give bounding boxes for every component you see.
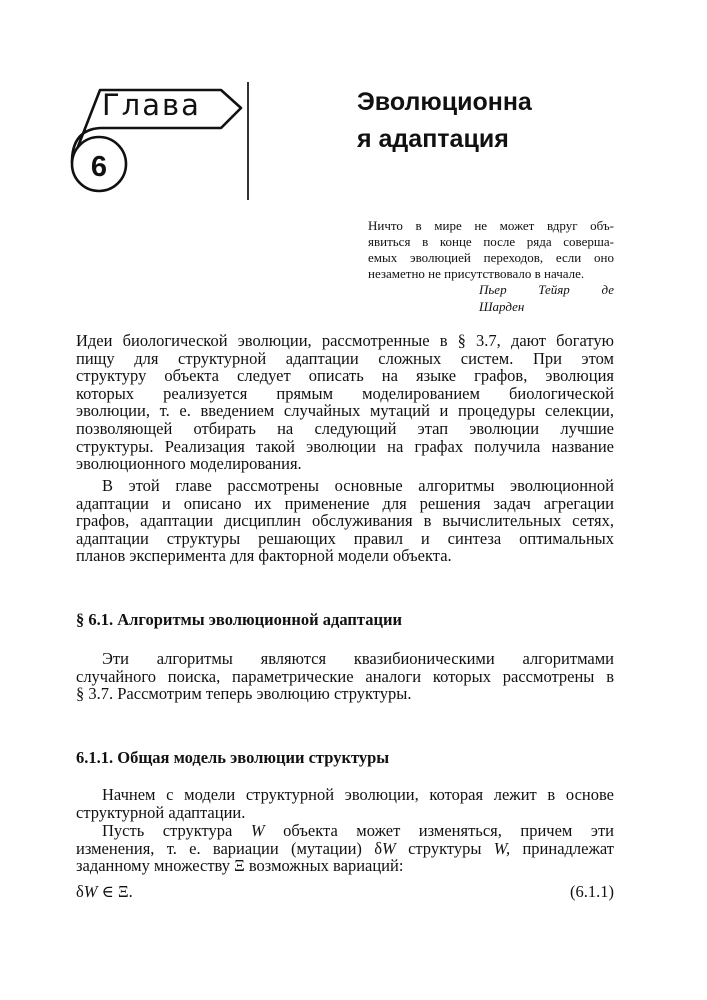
text-line: пищу для структурной адаптации сложных систем. При этом: [76, 348, 614, 368]
text-line: Идеи биологической эволюции, рассмотренные в § 3.7, дают богатую: [76, 331, 614, 350]
epigraph-author: [479, 282, 614, 299]
intro-paragraph-2: [76, 477, 614, 565]
section-heading: § 6.1. Алгоритмы эволюционной адаптации: [76, 610, 402, 629]
chapter-title: [357, 84, 597, 158]
formula-6-1-1: [76, 882, 614, 902]
text-run: Пусть структура: [102, 821, 251, 840]
text-run: принадлежат: [510, 838, 614, 858]
header-divider: [247, 82, 249, 200]
epigraph-line: Ничто в мире не может вдруг объ-: [368, 218, 614, 233]
formula-body: [76, 882, 133, 902]
text-line: заданному множеству Ξ возможных вариаций:: [76, 856, 404, 876]
text-line: адаптации структуры решающих правил и синтеза оптимальных: [76, 528, 614, 548]
author-word: Тейяр: [538, 282, 570, 297]
subsection-heading: 6.1.1. Общая модель эволюции структуры: [76, 748, 390, 767]
epigraph-line: явиться в конце после ряда соверша-: [368, 234, 614, 249]
text-run: структуры: [395, 838, 494, 858]
text-line: эволюции, т. е. введением случайных мутаций и процедуры селекции,: [76, 401, 614, 421]
text-run: изменения, т. е. вариации (мутации) δ: [76, 838, 382, 858]
text-line: структурной адаптации.: [76, 802, 246, 822]
text-line: графов, адаптации дисциплин обслуживания в вычислительных сетях,: [76, 511, 614, 531]
chapter-badge: [66, 78, 246, 208]
variable-w: W: [250, 821, 265, 840]
epigraph: [368, 218, 614, 316]
chapter-title-line: Эволюционна: [357, 88, 532, 116]
section-paragraph: [76, 650, 614, 703]
subsection-paragraph-1: [76, 786, 614, 821]
text-run: объекта может изменяться, причем эти: [264, 821, 614, 840]
text-line: планов эксперимента для факторной модели объекта.: [76, 546, 452, 566]
subsection-paragraph-2: [76, 822, 614, 875]
text-line: § 3.7. Рассмотрим теперь эволюцию структуры.: [76, 684, 412, 704]
text-line: Эти алгоритмы являются квазибионическими алгоритмами: [102, 649, 614, 668]
epigraph-line: емых эволюцией переходов, если оно: [368, 250, 614, 265]
chapter-title-line: я адаптация: [357, 125, 509, 153]
chapter-number: 6: [90, 151, 108, 183]
formula-rest: ∈ Ξ.: [97, 882, 133, 901]
chapter-label: Глава: [102, 88, 201, 122]
text-line: позволяющей отбирать на следующий этап эволюции лучшие: [76, 418, 614, 438]
intro-paragraph-1: [76, 332, 614, 473]
formula-delta: δ: [76, 882, 84, 901]
epigraph-author-surname: Шарден: [479, 299, 525, 314]
text-line: адаптации и описано их применение для решения задач агрегации: [76, 493, 614, 513]
text-line: структуры. Реализация такой эволюции на графах получила название: [76, 436, 614, 456]
formula-number: (6.1.1): [570, 882, 614, 901]
epigraph-line: незаметно не присутствовало в начале.: [368, 266, 585, 281]
text-line: В этой главе рассмотрены основные алгоритмы эволюционной: [102, 476, 614, 495]
formula-variable: W: [83, 882, 98, 901]
text-line: структуру объекта следует описать на языке графов, эволюция: [76, 366, 614, 386]
text-line: [76, 840, 614, 858]
author-word: де: [601, 282, 614, 297]
variable-w: W,: [493, 838, 511, 858]
variable-w: W: [382, 838, 396, 858]
text-line: эволюционного моделирования.: [76, 454, 302, 474]
text-line: которых реализуется прямым моделированием биологической: [76, 383, 614, 403]
text-line: случайного поиска, параметрические аналоги которых рассмотрены в: [76, 666, 614, 686]
author-word: Пьер: [479, 282, 507, 297]
text-line: Начнем с модели структурной эволюции, которая лежит в основе: [102, 785, 614, 804]
text-line: [76, 822, 614, 840]
